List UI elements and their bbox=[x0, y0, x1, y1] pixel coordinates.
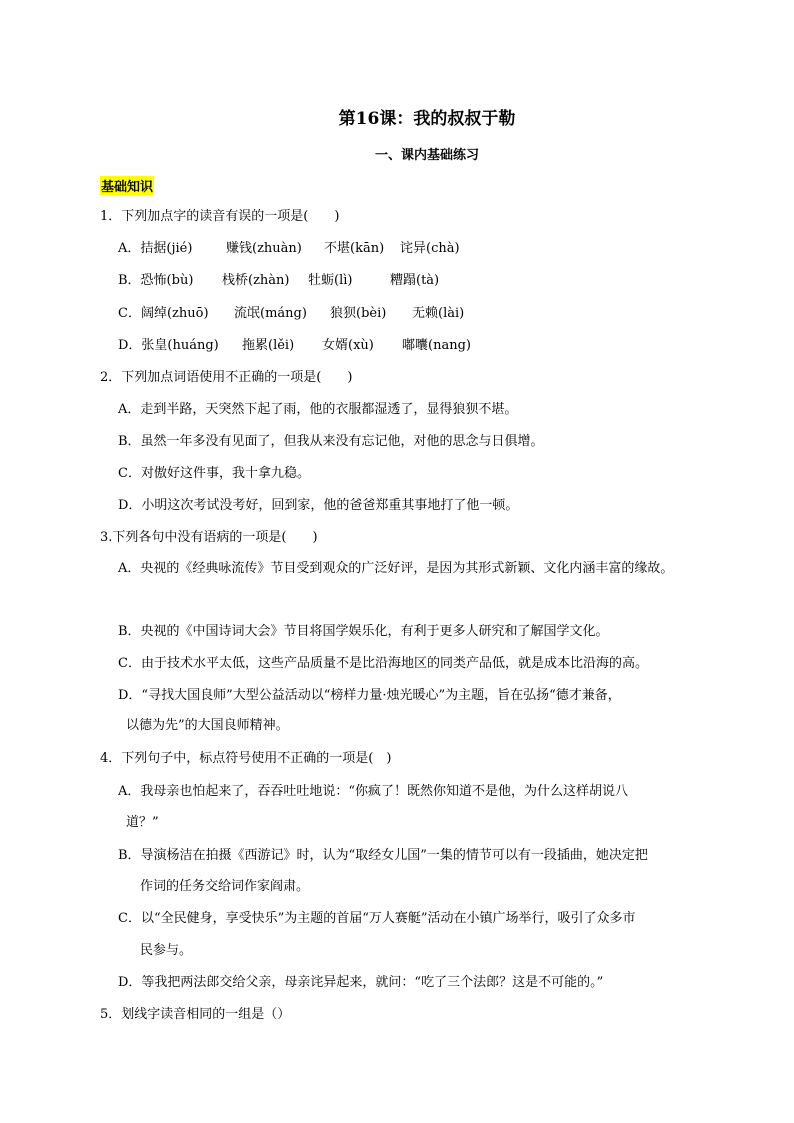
option-part: 无赖(lài) bbox=[412, 306, 465, 321]
option-part: 诧异(chà) bbox=[400, 241, 460, 256]
question-1-option-b bbox=[118, 273, 439, 289]
question-2-option-c: C．对傲好这件事，我十拿九稳。 bbox=[118, 466, 310, 481]
option-part: 女婿(xù) bbox=[322, 338, 374, 353]
question-4-option-a-continued: 道？” bbox=[126, 815, 159, 830]
option-part: A．拮据(jié) bbox=[118, 241, 193, 256]
question-4-option-b: B．导演杨洁在拍摄《西游记》时，认为“取经女儿国”一集的情节可以有一段插曲，她决定把 bbox=[118, 848, 648, 863]
option-part: 拖累(lěi) bbox=[242, 338, 295, 353]
highlighted-section-label: 基础知识 bbox=[100, 176, 154, 195]
question-1-option-d bbox=[118, 338, 471, 354]
option-part: 流氓(máng) bbox=[234, 306, 307, 321]
question-4-option-d: D．等我把两法郎交给父亲，母亲诧异起来，就问：“吃了三个法郎？这是不可能的。” bbox=[118, 975, 604, 990]
question-3-option-c: C．由于技术水平太低，这些产品质量不是比沿海地区的同类产品低，就是成本比沿海的高。 bbox=[118, 656, 648, 671]
option-part: 糟蹋(tà) bbox=[390, 273, 440, 288]
question-1-option-c bbox=[118, 306, 464, 322]
option-part: C．阔绰(zhuō) bbox=[118, 306, 209, 321]
option-part: B．恐怖(bù) bbox=[118, 273, 194, 288]
question-4-stem: 4．下列句子中，标点符号使用不正确的一项是( ) bbox=[100, 751, 392, 766]
question-1-option-a bbox=[118, 241, 460, 257]
question-4-option-c-continued: 民参与。 bbox=[140, 943, 193, 958]
question-3-option-d: D．“寻找大国良师”大型公益活动以“榜样力量·烛光暖心”为主题，旨在弘扬“德才兼备， bbox=[118, 688, 621, 703]
question-2-option-b: B．虽然一年多没有见面了，但我从来没有忘记他，对他的思念与日俱增。 bbox=[118, 434, 544, 449]
option-part: 赚钱(zhuàn) bbox=[226, 241, 302, 256]
question-2-stem: 2．下列加点词语使用不正确的一项是( ) bbox=[100, 370, 353, 385]
question-3-stem: 3.下列各句中没有语病的一项是( ) bbox=[100, 530, 318, 545]
question-1-stem: 1．下列加点字的读音有误的一项是( ) bbox=[100, 209, 340, 224]
question-4-option-a: A．我母亲也怕起来了，吞吞吐吐地说：“你疯了！既然你知道不是他，为什么这样胡说八 bbox=[118, 784, 629, 799]
page-title: 第16课：我的叔叔于勒 bbox=[338, 109, 516, 129]
question-2-option-a: A．走到半路，天突然下起了雨，他的衣服都湿透了，显得狼狈不堪。 bbox=[118, 402, 518, 417]
section-subtitle: 一、课内基础练习 bbox=[374, 148, 479, 163]
question-3-option-a: A．央视的《经典咏流传》节目受到观众的广泛好评，是因为其形式新颖、文化内涵丰富的缘故。 bbox=[118, 561, 674, 576]
option-part: 不堪(kān) bbox=[324, 241, 385, 256]
question-3-option-d-continued: 以德为先”的大国良师精神。 bbox=[126, 718, 289, 733]
option-part: 狼狈(bèi) bbox=[330, 306, 387, 321]
option-part: 栈桥(zhàn) bbox=[222, 273, 290, 288]
question-5-stem: 5．划线字读音相同的一组是（） bbox=[100, 1007, 291, 1022]
option-part: 牡蛎(lì) bbox=[308, 273, 353, 288]
option-part: 嘟囔(nang) bbox=[402, 338, 471, 353]
option-part: D．张皇(huáng) bbox=[118, 338, 219, 353]
question-4-option-b-continued: 作词的任务交给词作家阎肃。 bbox=[140, 879, 310, 894]
question-3-option-b: B．央视的《中国诗词大会》节目将国学娱乐化，有利于更多人研究和了解国学文化。 bbox=[118, 624, 609, 639]
question-4-option-c: C．以“全民健身，享受快乐”为主题的首届“万人赛艇”活动在小镇广场举行，吸引了众多市 bbox=[118, 911, 636, 926]
question-2-option-d: D．小明这次考试没考好，回到家，他的爸爸郑重其事地打了他一顿。 bbox=[118, 498, 519, 513]
